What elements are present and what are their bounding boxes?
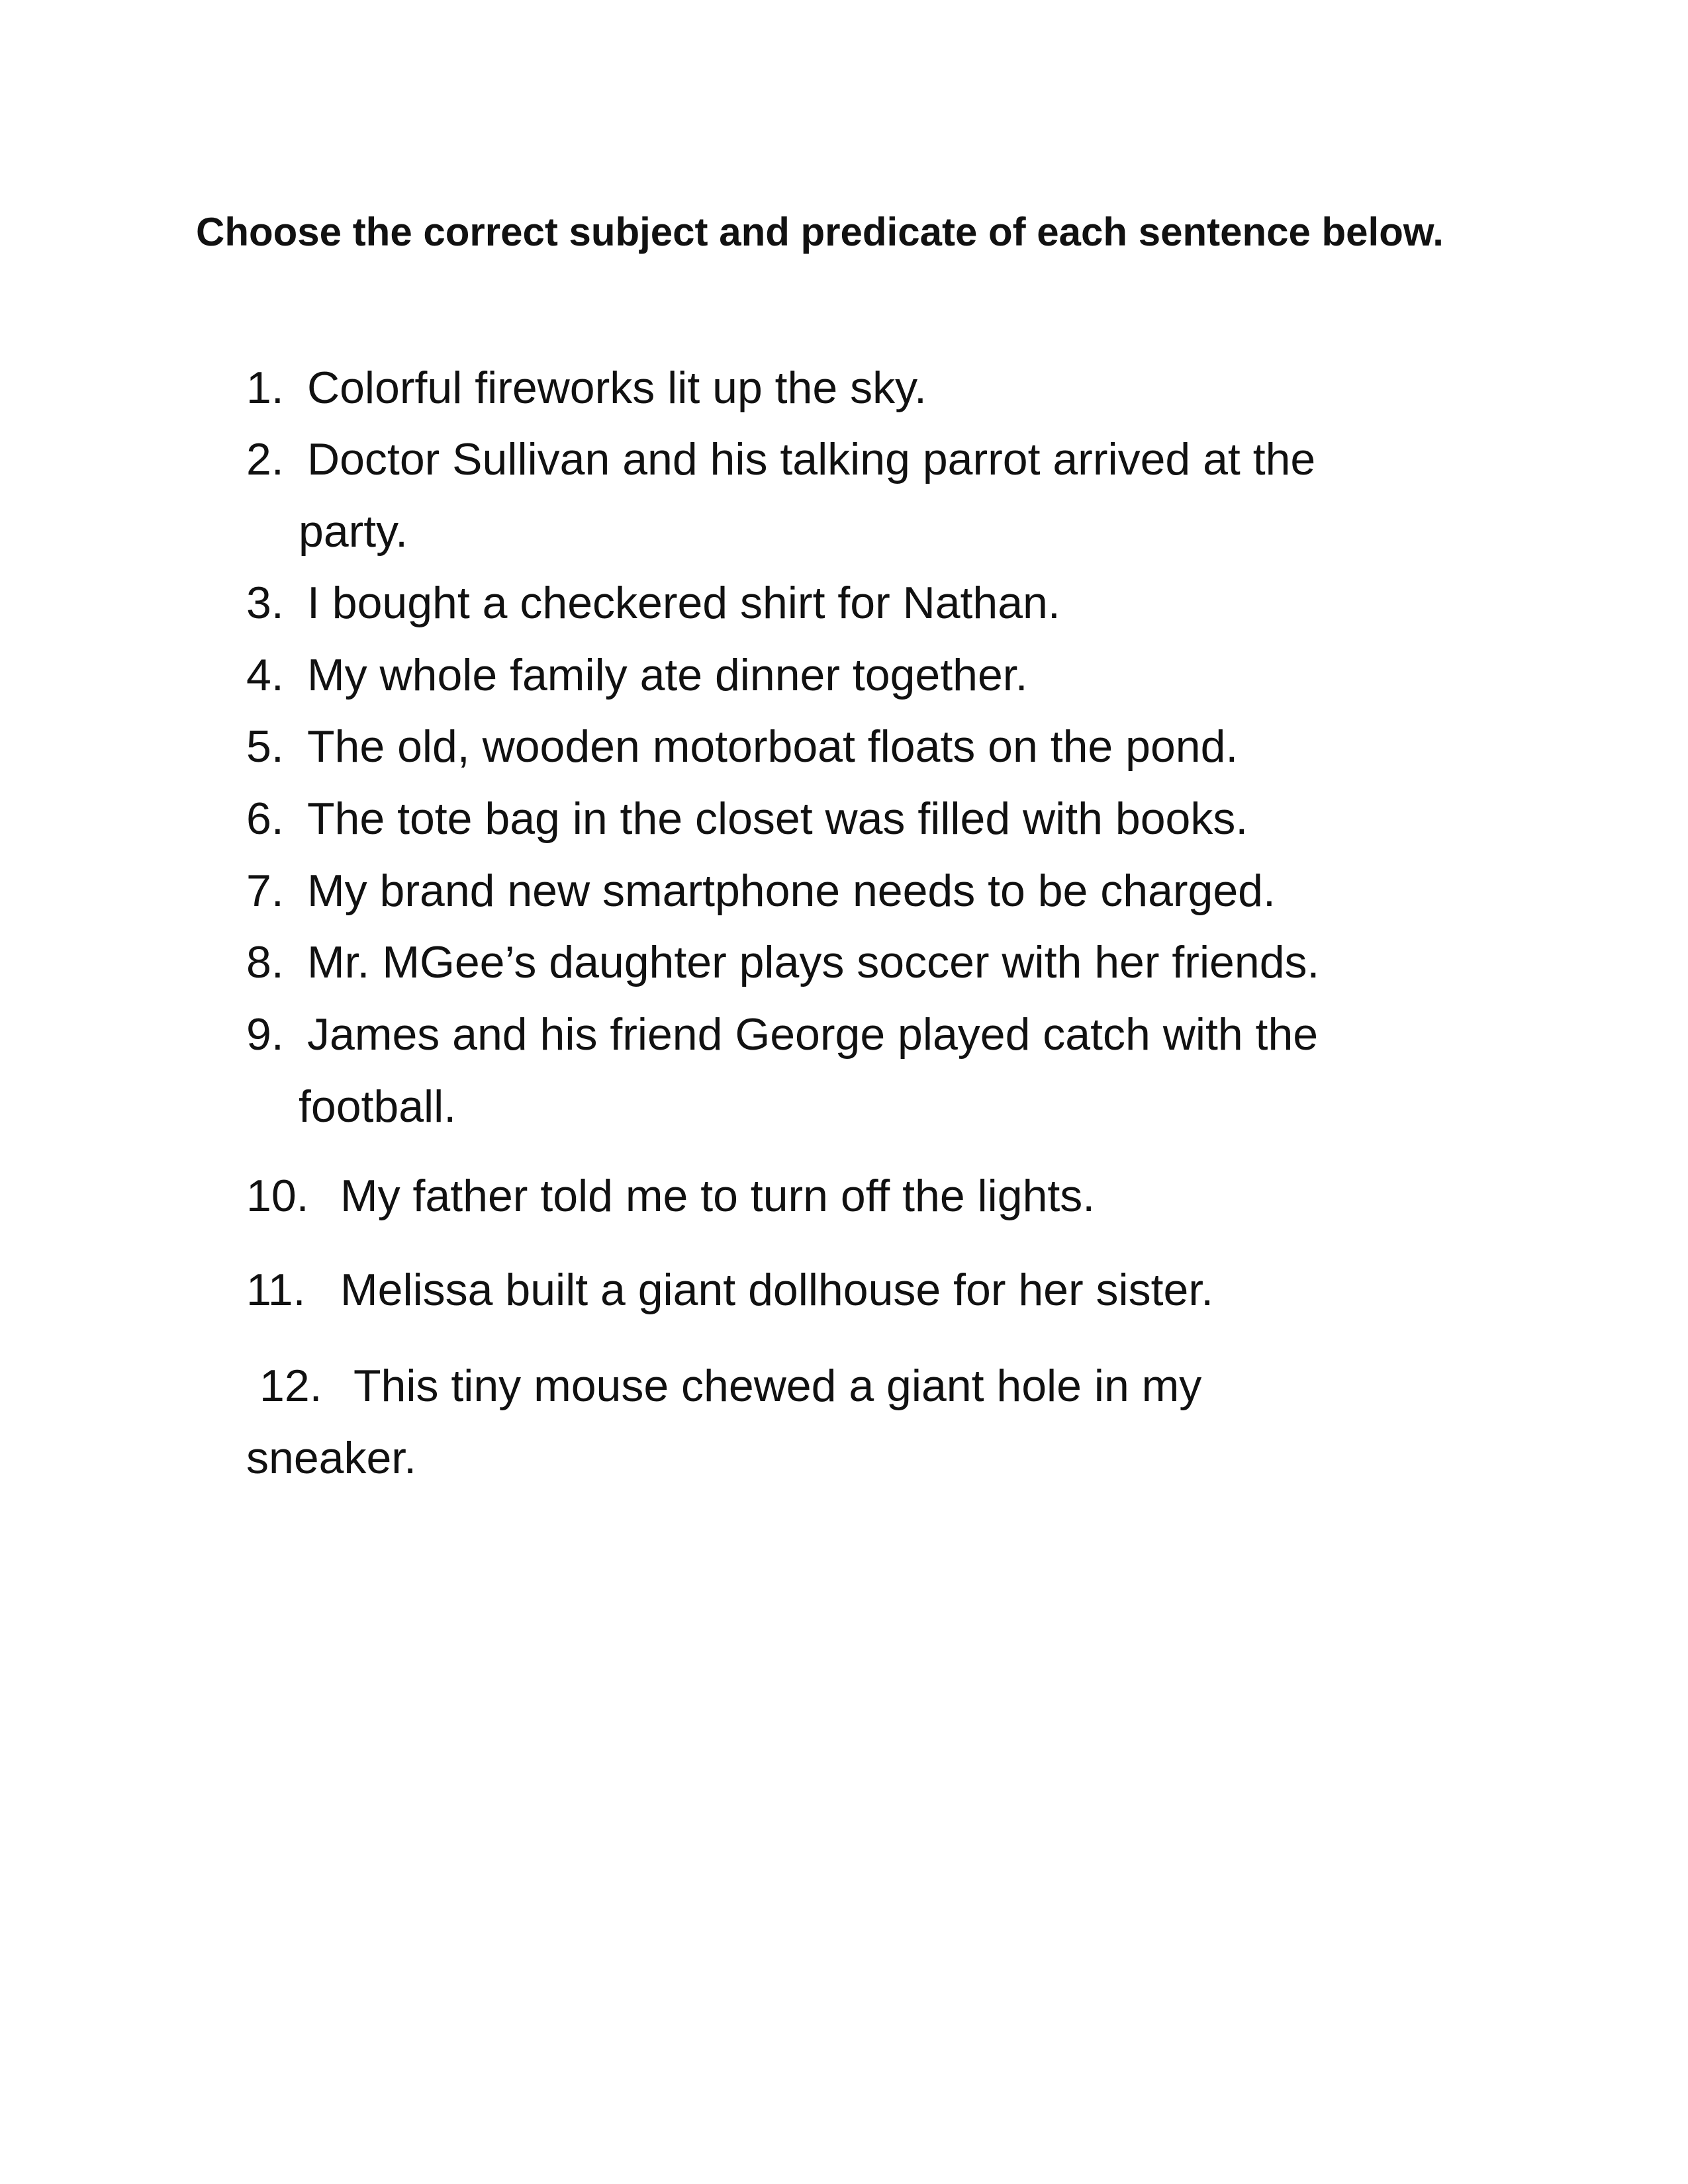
item-number: 7. bbox=[246, 866, 284, 916]
item-text: Colorful fireworks lit up the sky. bbox=[307, 363, 927, 413]
list-item bbox=[246, 855, 1504, 927]
list-item bbox=[246, 424, 1504, 568]
list-item bbox=[246, 783, 1504, 855]
list-item bbox=[246, 1160, 1504, 1232]
item-text-continuation: party. bbox=[299, 506, 408, 557]
item-text: Mr. MGee’s daughter plays soccer with her friends. bbox=[307, 937, 1320, 987]
list-item bbox=[246, 567, 1504, 639]
item-number: 4. bbox=[246, 650, 284, 700]
item-text: My father told me to turn off the lights. bbox=[340, 1171, 1096, 1221]
item-number: 9. bbox=[246, 1009, 284, 1060]
item-number: 12. bbox=[259, 1361, 322, 1411]
item-number: 6. bbox=[246, 794, 284, 844]
item-number: 10. bbox=[246, 1171, 309, 1221]
item-text: James and his friend George played catch with the bbox=[307, 1009, 1319, 1060]
item-text: Melissa built a giant dollhouse for her sister. bbox=[340, 1265, 1214, 1315]
list-item bbox=[246, 639, 1504, 711]
item-number: 3. bbox=[246, 578, 284, 628]
item-text: My whole family ate dinner together. bbox=[307, 650, 1028, 700]
list-item bbox=[246, 711, 1504, 783]
item-text-continuation: sneaker. bbox=[246, 1433, 417, 1483]
item-number: 8. bbox=[246, 937, 284, 987]
list-item bbox=[246, 927, 1504, 999]
list-item bbox=[246, 999, 1504, 1143]
list-item bbox=[246, 1254, 1504, 1326]
item-number: 2. bbox=[246, 434, 284, 484]
list-item bbox=[246, 1350, 1504, 1494]
item-text: The tote bag in the closet was filled with books. bbox=[307, 794, 1248, 844]
item-text: My brand new smartphone needs to be charged. bbox=[307, 866, 1276, 916]
item-text: This tiny mouse chewed a giant hole in my bbox=[353, 1361, 1202, 1411]
item-text-continuation: football. bbox=[299, 1081, 457, 1132]
item-number: 11. bbox=[246, 1265, 306, 1315]
list-item bbox=[246, 352, 1504, 424]
item-text: The old, wooden motorboat floats on the pond. bbox=[307, 721, 1239, 772]
item-text: Doctor Sullivan and his talking parrot arrived at the bbox=[307, 434, 1316, 484]
item-text: I bought a checkered shirt for Nathan. bbox=[307, 578, 1060, 628]
instructions-heading: Choose the correct subject and predicate of each sentence below. bbox=[196, 210, 1444, 254]
item-number: 1. bbox=[246, 363, 284, 413]
item-number: 5. bbox=[246, 721, 284, 772]
